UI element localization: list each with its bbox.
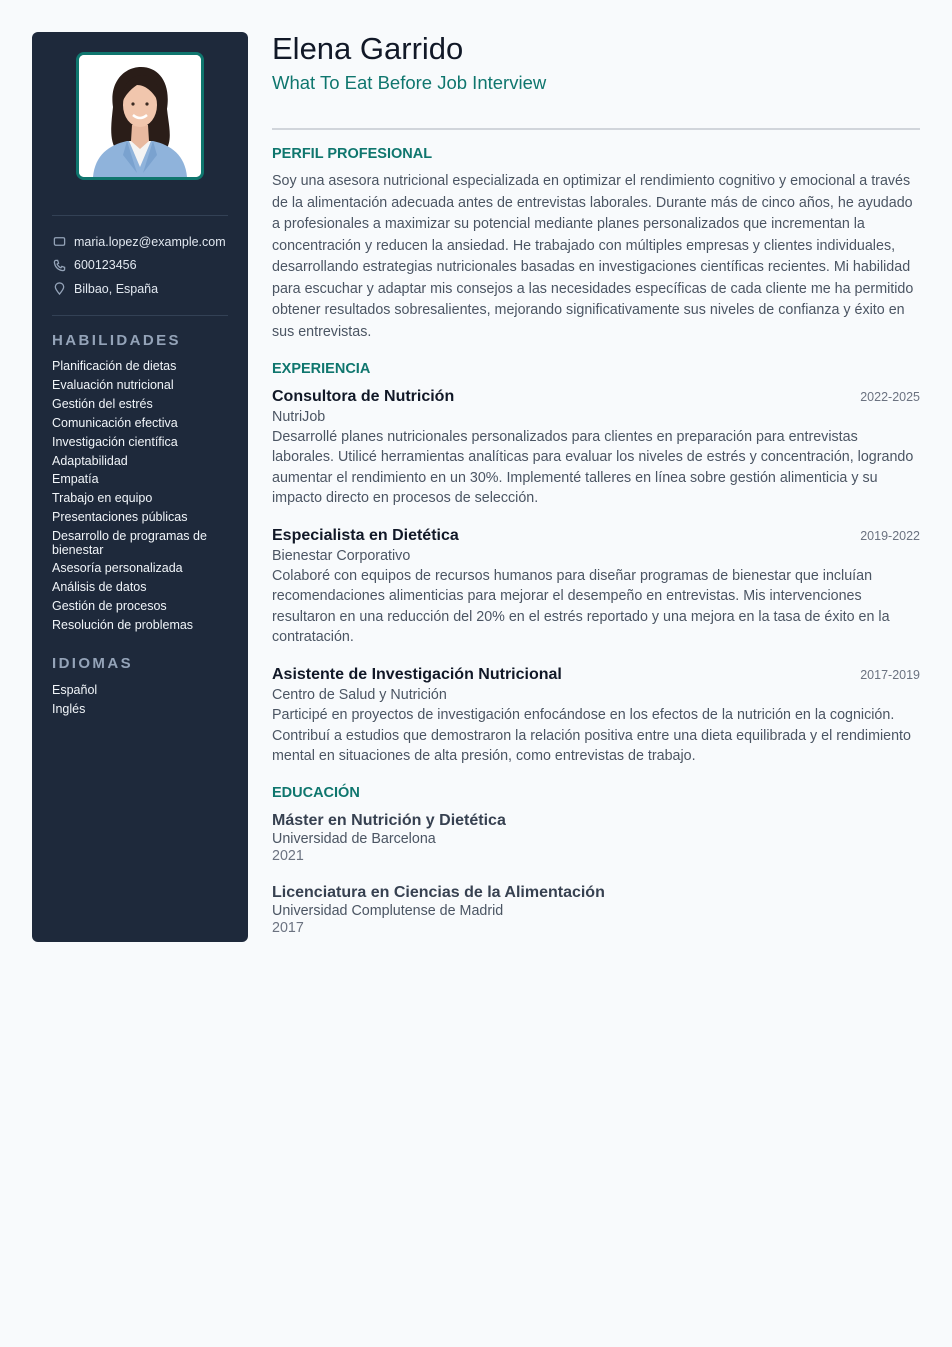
experience-heading: EXPERIENCIA [272, 361, 371, 377]
sidebar [32, 32, 248, 942]
location-pin-icon [52, 282, 66, 296]
skill-item: Planificación de dietas [52, 359, 177, 374]
profile-photo [76, 52, 204, 180]
job-description: Desarrollé planes nutricionales personalizados para clientes en preparación para entrevistas laborales. Utilicé herramientas analíticas para evaluar los niveles de estrés y concentración, logrando aumentar el rendimiento en un 30%. Implementé talleres en línea sobre gestión alimenticia y su impacto directo en procesos de selección. [272, 429, 914, 506]
skill-item: Presentaciones públicas [52, 510, 188, 525]
profile-section [272, 146, 920, 343]
skill-item: Resolución de problemas [52, 618, 194, 633]
job-title: Especialista en Dietética [272, 527, 459, 545]
mail-icon [52, 235, 66, 249]
contact-phone[interactable] [52, 254, 228, 278]
job-company: NutriJob [272, 409, 326, 425]
contact-location [52, 277, 228, 301]
skill-item: Comunicación efectiva [52, 415, 178, 430]
contact-list [52, 216, 228, 315]
job-entry [272, 665, 920, 766]
job-description: Colaboré con equipos de recursos humanos para diseñar programas de bienestar que incluían recomendaciones alimenticias para mejorar el desempeño en entrevistas. Mis intervenciones resultaron en una reducción del 20% en el estrés reportado y una mejora en la tasa de éxito en la contratación. [272, 568, 890, 646]
profile-heading: PERFIL PROFESIONAL [272, 146, 433, 162]
job-title: Consultora de Nutrición [272, 388, 455, 405]
languages-heading: IDIOMAS [52, 655, 133, 673]
graduation-year: 2017 [272, 920, 304, 937]
email-text: maria.lopez@example.com [74, 234, 226, 249]
skill-item: Asesoría personalizada [52, 561, 183, 576]
header-divider [272, 128, 920, 130]
skill-item: Adaptabilidad [52, 453, 128, 468]
graduation-year: 2021 [272, 848, 304, 865]
avatar-image [79, 55, 201, 177]
job-company: Centro de Salud y Nutrición [272, 687, 447, 704]
experience-section [272, 361, 920, 766]
job-description: Participé en proyectos de investigación enfocándose en los efectos de la nutrición en la cognición. Contribuí a estudios que demostraron la relación positiva entre una dieta equilibrada y el rendimiento mental en situaciones de alta presión, como entrevistas de trabajo. [272, 707, 911, 764]
skill-item: Gestión del estrés [52, 396, 153, 411]
skills-heading: HABILIDADES [52, 331, 181, 349]
job-dates: 2022-2025 [860, 390, 920, 404]
degree-title: Licenciatura en Ciencias de la Alimentación [272, 884, 605, 902]
languages-list [52, 681, 228, 719]
profile-text: Soy una asesora nutricional especializada en optimizar el rendimiento cognitivo y emocional a través de la alimentación adecuada antes de entrevistas laborales. Durante más de cinco años, he ayudado a profesionales a maximizar su potencial mediante planes personalizados que incrementan la concentración y reducen la ansiedad. He trabajado con múltiples empresas y clientes individuales, desarrollando estrategias nutricionales basadas en investigaciones científicas recientes. Mi habilidad para escuchar y adaptar mis consejos a las necesidades específicas de cada cliente me ha permitido obtener resultados sobresalientes, mejorando significativamente sus niveles de confianza y éxito en sus entrevistas. [272, 173, 914, 340]
person-name: Elena Garrido [272, 31, 464, 66]
education-entry [272, 811, 920, 865]
main-content [272, 30, 920, 955]
skill-item: Gestión de procesos [52, 599, 167, 614]
skill-item: Desarrollo de programas de bienestar [52, 529, 207, 557]
location-text: Bilbao, España [74, 281, 159, 296]
degree-title: Máster en Nutrición y Dietética [272, 812, 506, 830]
job-dates: 2017-2019 [860, 668, 920, 683]
job-dates: 2019-2022 [860, 529, 920, 544]
phone-text: 600123456 [74, 258, 137, 273]
sidebar-divider [52, 315, 228, 316]
job-subtitle: What To Eat Before Job Interview [272, 72, 547, 93]
language-item: Inglés [52, 701, 86, 716]
job-entry [272, 526, 920, 647]
skill-item: Trabajo en equipo [52, 491, 153, 506]
education-heading: EDUCACIÓN [272, 785, 360, 802]
skills-list [52, 358, 228, 636]
job-entry [272, 387, 920, 508]
education-entry [272, 883, 920, 937]
skill-item: Análisis de datos [52, 580, 147, 595]
skill-item: Investigación científica [52, 434, 178, 449]
school-name: Universidad Complutense de Madrid [272, 903, 504, 920]
school-name: Universidad de Barcelona [272, 831, 436, 848]
skill-item: Evaluación nutricional [52, 378, 174, 393]
job-title: Asistente de Investigación Nutricional [272, 666, 562, 684]
language-item: Español [52, 682, 98, 697]
education-section [272, 785, 920, 937]
job-company: Bienestar Corporativo [272, 548, 411, 565]
phone-icon [52, 258, 66, 272]
contact-email[interactable] [52, 230, 228, 254]
skill-item: Empatía [52, 472, 99, 487]
